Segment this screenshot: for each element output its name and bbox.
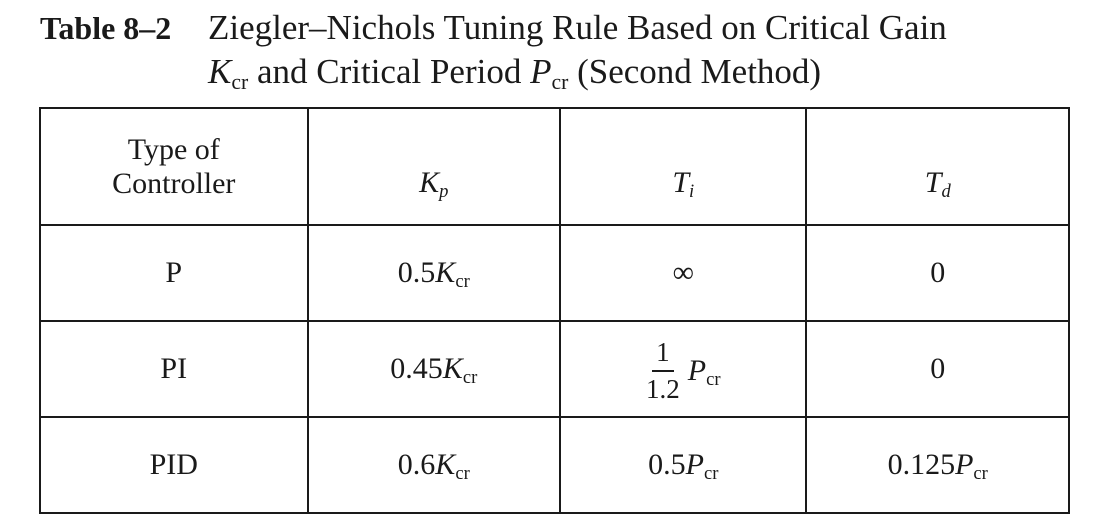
kp-symbol: K — [435, 448, 456, 481]
table-row-pid — [40, 417, 1069, 513]
cell-type: PI — [40, 321, 308, 417]
cell-ti — [560, 417, 806, 513]
fraction-denominator: 1.2 — [645, 374, 680, 404]
header-ti — [560, 108, 806, 225]
k-subscript: cr — [231, 70, 249, 95]
header-td — [806, 108, 1069, 225]
header-kp — [308, 108, 560, 225]
ti-subscript: cr — [706, 369, 721, 391]
cell-td: 0 — [806, 225, 1069, 321]
kp-coefficient: 0.45 — [390, 352, 443, 385]
kp-coefficient: 0.5 — [397, 256, 436, 289]
cell-td — [806, 417, 1069, 513]
kp-coefficient: 0.6 — [397, 448, 436, 481]
title-middle-text: and Critical Period — [248, 52, 531, 91]
table-row-p — [40, 225, 1069, 321]
table-row-pi — [40, 321, 1069, 417]
header-kp-subscript: p — [439, 180, 449, 202]
ti-symbol: P — [687, 354, 707, 387]
td-subscript: cr — [973, 463, 988, 485]
cell-ti: ∞ — [560, 225, 806, 321]
title-line-2 — [208, 50, 1100, 94]
td-coefficient: 0.125 — [887, 448, 956, 481]
td-symbol: P — [955, 448, 974, 481]
table-title — [208, 6, 1100, 94]
header-type-line-2: Controller — [112, 166, 236, 200]
kp-subscript: cr — [455, 463, 470, 485]
p-symbol: P — [530, 52, 552, 91]
title-line-1: Ziegler–Nichols Tuning Rule Based on Critical Gain — [208, 8, 947, 47]
header-ti-symbol: T — [672, 165, 690, 199]
header-ti-subscript: i — [689, 180, 695, 202]
tuning-rule-table — [39, 107, 1070, 514]
kp-symbol: K — [435, 256, 456, 289]
header-td-symbol: T — [924, 165, 942, 199]
cell-td: 0 — [806, 321, 1069, 417]
cell-type: PID — [40, 417, 308, 513]
cell-kp — [308, 417, 560, 513]
kp-subscript: cr — [455, 271, 470, 293]
p-subscript: cr — [551, 70, 569, 95]
header-row — [40, 108, 1069, 225]
cell-type: P — [40, 225, 308, 321]
cell-kp — [308, 321, 560, 417]
table-number: Table 8–2 — [40, 10, 172, 46]
fraction — [646, 339, 680, 403]
ti-coefficient: 0.5 — [648, 448, 686, 481]
ti-symbol: P — [685, 448, 704, 481]
kp-subscript: cr — [462, 367, 478, 389]
cell-ti — [560, 321, 806, 417]
title-end-text: (Second Method) — [568, 52, 822, 91]
header-td-subscript: d — [941, 180, 951, 202]
cell-kp — [308, 225, 560, 321]
header-type-line-1: Type of — [127, 132, 220, 166]
table-caption — [40, 6, 1100, 94]
ti-subscript: cr — [703, 463, 719, 485]
header-controller-type — [40, 108, 308, 225]
fraction-numerator: 1 — [652, 339, 674, 372]
header-kp-symbol: K — [419, 165, 440, 199]
kp-symbol: K — [442, 352, 463, 385]
k-symbol: K — [208, 52, 232, 91]
